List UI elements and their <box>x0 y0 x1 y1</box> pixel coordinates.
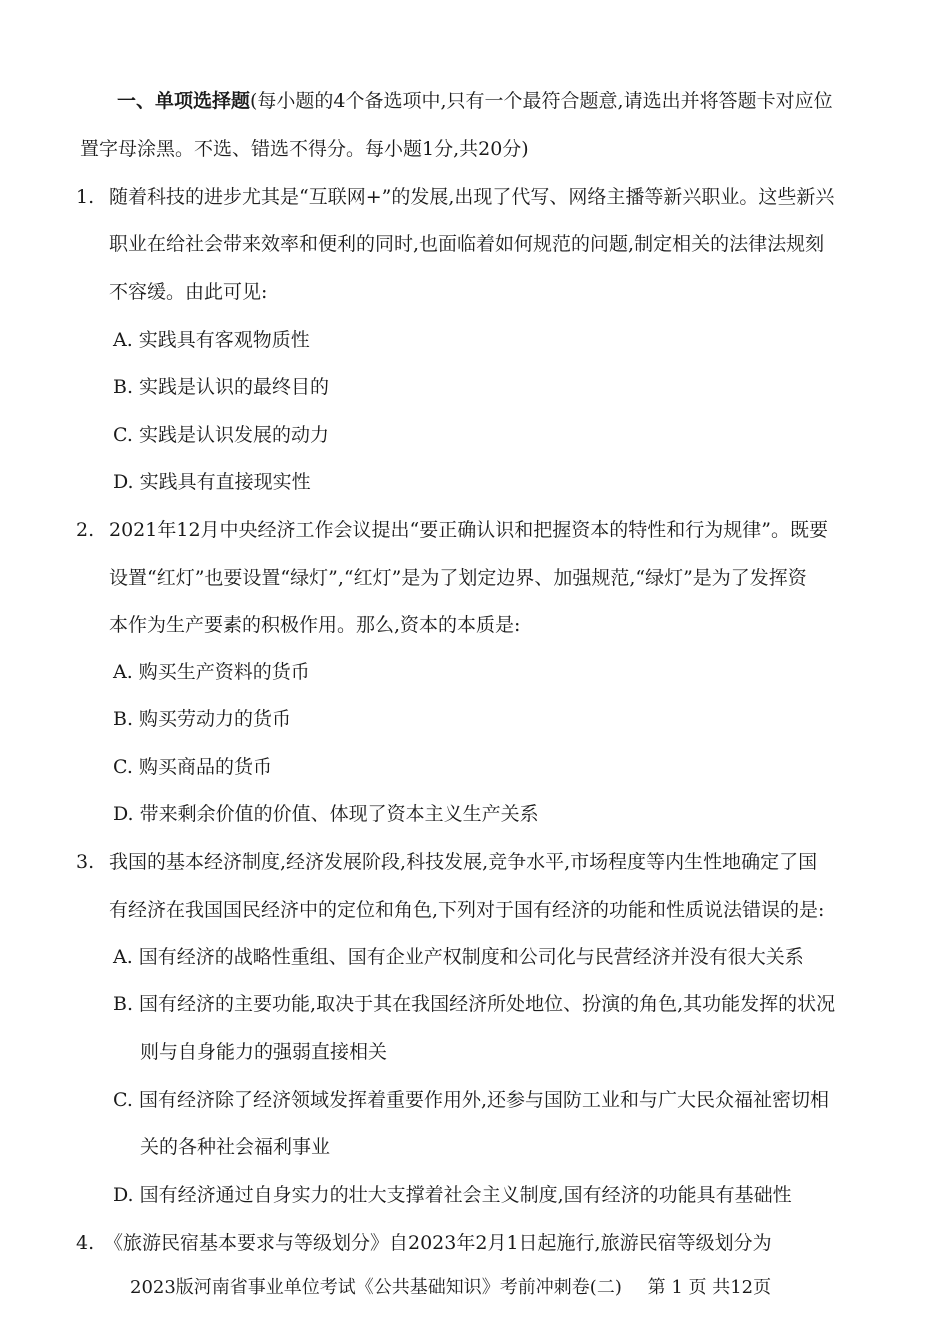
footer-exam-title: 2023版河南省事业单位考试《公共基础知识》考前冲刺卷(二) <box>130 1277 622 1298</box>
question-stem-line: 《旅游民宿基本要求与等级划分》自2023年2月1日起施行,旅游民宿等级划分为 <box>104 1232 772 1254</box>
answer-option: A. 国有经济的战略性重组、国有企业产权制度和公司化与民营经济并没有很大关系 <box>113 946 804 968</box>
question-stem-line: 有经济在我国国民经济中的定位和角色,下列对于国有经济的功能和性质说法错误的是: <box>109 899 825 921</box>
answer-option-continuation: 关的各种社会福利事业 <box>140 1136 331 1158</box>
question-stem-line: 2021年12月中央经济工作会议提出“要正确认识和把握资本的特性和行为规律”。既要 <box>109 519 828 541</box>
question-stem-line: 不容缓。由此可见: <box>109 281 268 303</box>
answer-option-continuation: 则与自身能力的强弱直接相关 <box>140 1041 388 1063</box>
answer-option: D. 带来剩余价值的价值、体现了资本主义生产关系 <box>113 803 539 825</box>
question-stem-line: 职业在给社会带来效率和便利的同时,也面临着如何规范的问题,制定相关的法律法规刻 <box>109 233 825 255</box>
question-number: 3. <box>76 851 95 873</box>
question-stem-line: 随着科技的进步尤其是“互联网+”的发展,出现了代写、网络主播等新兴职业。这些新兴 <box>109 186 835 208</box>
answer-option: B. 购买劳动力的货币 <box>113 708 292 730</box>
footer-page-number: 第 1 页 共12页 <box>647 1277 772 1298</box>
answer-option: D. 实践具有直接现实性 <box>113 471 311 493</box>
page-footer <box>130 1276 771 1300</box>
section-instructions-line2: 置字母涂黑。不选、错选不得分。每小题1分,共20分) <box>80 138 529 160</box>
section-header <box>117 88 833 114</box>
question-number: 4. <box>76 1232 95 1254</box>
answer-option: C. 购买商品的货币 <box>113 756 272 778</box>
section-instructions-line1: (每小题的4个备选项中,只有一个最符合题意,请选出并将答题卡对应位 <box>250 90 833 112</box>
question-stem-line: 本作为生产要素的积极作用。那么,资本的本质是: <box>109 614 521 636</box>
answer-option: B. 国有经济的主要功能,取决于其在我国经济所处地位、扮演的角色,其功能发挥的状况 <box>113 993 836 1015</box>
question-number: 2. <box>76 519 95 541</box>
answer-option: C. 国有经济除了经济领域发挥着重要作用外,还参与国防工业和与广大民众福祉密切相 <box>113 1089 829 1111</box>
question-number: 1. <box>76 186 95 208</box>
section-title: 一、单项选择题 <box>117 90 251 112</box>
answer-option: B. 实践是认识的最终目的 <box>113 376 330 398</box>
question-stem-line: 设置“红灯”也要设置“绿灯”,“红灯”是为了划定边界、加强规范,“绿灯”是为了发挥资 <box>109 567 807 589</box>
question-stem-line: 我国的基本经济制度,经济发展阶段,科技发展,竞争水平,市场程度等内生性地确定了国 <box>109 851 818 873</box>
answer-option: A. 购买生产资料的货币 <box>113 661 310 683</box>
answer-option: C. 实践是认识发展的动力 <box>113 424 329 446</box>
answer-option: D. 国有经济通过自身实力的壮大支撑着社会主义制度,国有经济的功能具有基础性 <box>113 1184 792 1206</box>
answer-option: A. 实践具有客观物质性 <box>113 329 310 351</box>
